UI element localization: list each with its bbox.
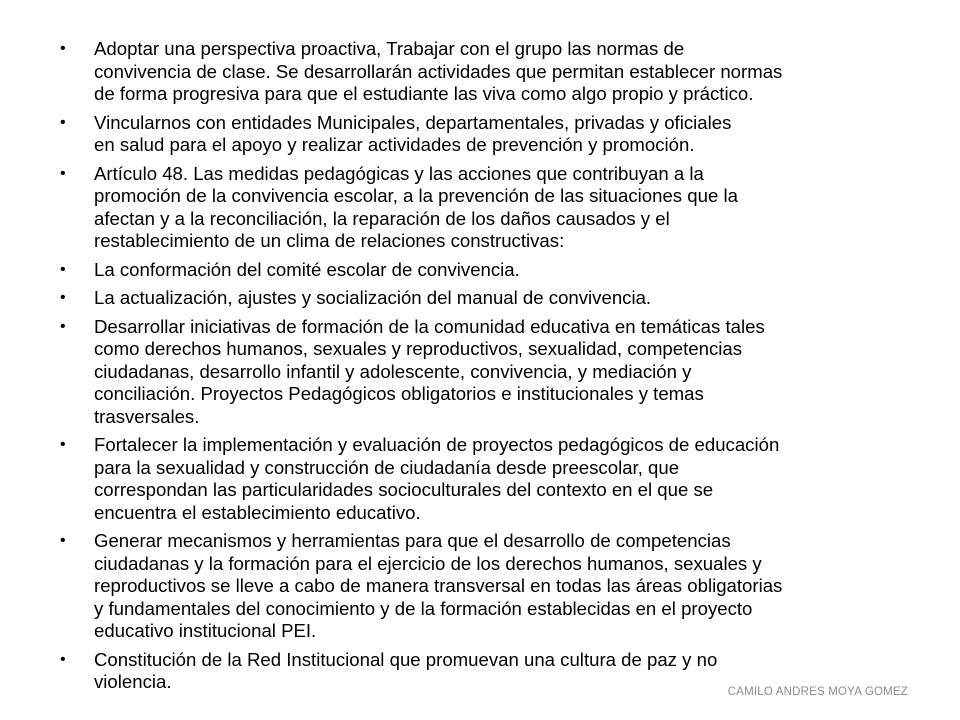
bullet-text: La conformación del comité escolar de convivencia.: [94, 258, 520, 280]
bullet-item: [60, 38, 920, 106]
bullet-text: Generar mecanismos y herramientas para que el desarrollo de competencias ciudadanas y la formación para el ejercicio de los derechos humanos, sexuales y reproductivos se lleve a cabo de manera transversal en todas las áreas obligatorias y fundamentales del conocimiento y de la formación establecidas en el proyecto educativo institucional PEI.: [94, 530, 783, 641]
footer-author: CAMILO ANDRES MOYA GOMEZ: [727, 686, 908, 698]
bullet-text: Vincularnos con entidades Municipales, departamentales, privadas y oficiales en salud para el apoyo y realizar actividades de prevención y promoción.: [94, 111, 732, 155]
bullet-item: [60, 530, 920, 643]
bullet-symbol: •: [60, 260, 66, 278]
bullet-item: [60, 163, 920, 253]
bullet-list: [60, 38, 920, 700]
bullet-symbol: •: [60, 164, 66, 182]
bullet-symbol: •: [60, 436, 66, 453]
bullet-text: Artículo 48. Las medidas pedagógicas y las acciones que contribuyan a la promoción de la convivencia escolar, a la prevención de las situaciones que la afectan y a la reconciliación, la reparación de los daños causados y el restablecimiento de un clima de relaciones constructivas:: [94, 162, 738, 251]
bullet-text: Fortalecer la implementación y evaluación de proyectos pedagógicos de educación para la sexualidad y construcción de ciudadanía desde preescolar, que correspondan las particularidades socioculturales del contexto en el que se encuentra el establecimiento educativo.: [94, 434, 780, 523]
bullet-item: [60, 316, 920, 429]
bullet-item: [60, 434, 920, 524]
bullet-item: [60, 287, 920, 310]
bullet-item: [60, 112, 920, 157]
bullet-text: Adoptar una perspectiva proactiva, Trabajar con el grupo las normas de convivencia de clase. Se desarrollarán actividades que permitan establecer normas de forma progresiva para que el estudiante las viva como algo propio y práctico.: [94, 38, 783, 104]
bullet-symbol: •: [60, 113, 66, 131]
bullet-text: La actualización, ajustes y socialización del manual de convivencia.: [94, 287, 652, 308]
bullet-symbol: •: [60, 317, 66, 335]
bullet-item: [60, 259, 920, 282]
bullet-symbol: •: [60, 289, 66, 306]
bullet-text: Desarrollar iniciativas de formación de la comunidad educativa en temáticas tales como derechos humanos, sexuales y reproductivos, sexualidad, competencias ciudadanas, desarrollo infantil y adolescente, convivencia, y mediación y conciliación. Proyectos Pedagógicos obligatorios e institucionales y temas trasversales.: [94, 315, 765, 427]
bullet-text: Constitución de la Red Institucional que promuevan una cultura de paz y no violencia.: [94, 648, 718, 692]
bullet-symbol: •: [60, 650, 66, 668]
bullet-symbol: •: [60, 40, 66, 57]
bullet-symbol: •: [60, 532, 66, 549]
